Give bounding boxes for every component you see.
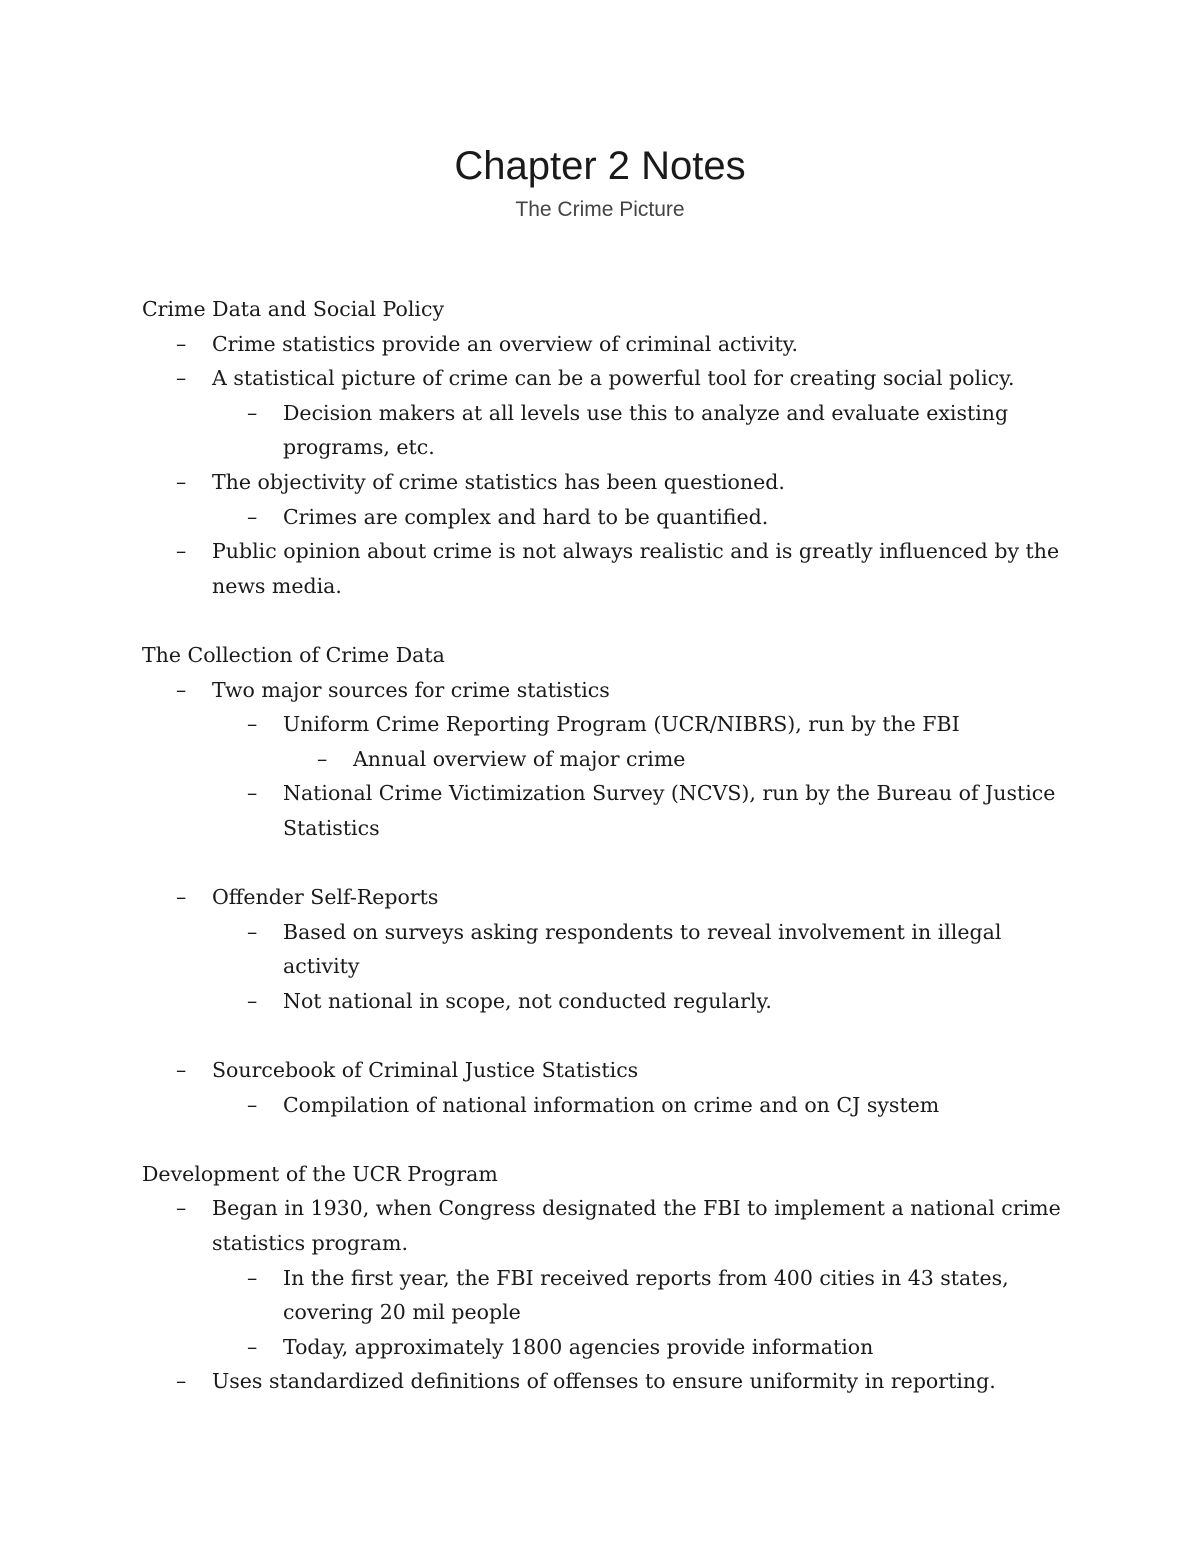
list-item — [142, 1053, 1082, 1088]
bullet-dash: – — [176, 885, 187, 910]
list-item — [142, 327, 1082, 362]
bullet-dash: – — [247, 1265, 258, 1290]
list-item — [142, 742, 1082, 777]
bullet-dash: – — [247, 1092, 258, 1117]
bullet-dash: – — [176, 331, 187, 356]
section-heading: Development of the UCR Program — [142, 1161, 498, 1186]
list-item-text: National Crime Victimization Survey (NCVS), run by the Bureau of Justice Statistics — [283, 781, 1056, 840]
list-item-text: Began in 1930, when Congress designated the FBI to implement a national crime statistics program. — [212, 1196, 1061, 1256]
bullet-dash: – — [176, 1196, 187, 1221]
document-body — [142, 292, 1082, 1399]
bullet-dash: – — [317, 746, 328, 771]
list-item — [142, 361, 1082, 396]
list-item — [142, 534, 1082, 603]
list-item — [142, 396, 1082, 465]
list-item-text: Two major sources for crime statistics — [212, 677, 610, 702]
list-item — [142, 1088, 1082, 1123]
list-item — [142, 673, 1082, 708]
list-item-text: Annual overview of major crime — [353, 746, 686, 771]
list-item-text: Crime statistics provide an overview of criminal activity. — [212, 331, 799, 356]
list-item-text: Based on surveys asking respondents to reveal involvement in illegal activity — [283, 919, 1002, 979]
list-item — [142, 984, 1082, 1019]
list-item-text: Offender Self-Reports — [212, 885, 439, 910]
list-item-text: Not national in scope, not conducted regularly. — [283, 988, 772, 1013]
spacer — [142, 1018, 1082, 1053]
spacer — [142, 1122, 1082, 1157]
list-item-text: Uses standardized definitions of offenses to ensure uniformity in reporting. — [212, 1369, 996, 1394]
spacer — [142, 603, 1082, 638]
bullet-dash: – — [247, 919, 258, 944]
list-item — [142, 1191, 1082, 1260]
list-item — [142, 776, 1082, 845]
bullet-dash: – — [247, 988, 258, 1013]
document-title: Chapter 2 Notes — [454, 144, 746, 188]
bullet-dash: – — [176, 469, 187, 494]
spacer — [142, 846, 1082, 881]
list-item-text: A statistical picture of crime can be a powerful tool for creating social policy. — [212, 366, 1015, 391]
list-item — [142, 465, 1082, 500]
list-item-text: The objectivity of crime statistics has been questioned. — [212, 469, 785, 494]
bullet-dash: – — [247, 781, 258, 806]
bullet-dash: – — [176, 1369, 187, 1394]
list-item-text: Uniform Crime Reporting Program (UCR/NIBRS), run by the FBI — [283, 712, 960, 737]
section-crime-data-social-policy — [142, 292, 1082, 603]
list-item-text: Compilation of national information on crime and on CJ system — [283, 1092, 940, 1117]
bullet-dash: – — [176, 366, 187, 391]
bullet-dash: – — [247, 712, 258, 737]
bullet-dash: – — [247, 1334, 258, 1359]
bullet-dash: – — [176, 539, 187, 564]
bullet-dash: – — [176, 1058, 187, 1083]
list-item — [142, 1330, 1082, 1365]
list-item-text: Decision makers at all levels use this to analyze and evaluate existing programs, etc. — [283, 400, 1009, 460]
section-collection-of-crime-data — [142, 638, 1082, 1122]
list-item — [142, 500, 1082, 535]
section-development-of-ucr — [142, 1157, 1082, 1399]
list-item — [142, 1261, 1082, 1330]
list-item-text: Today, approximately 1800 agencies provide information — [283, 1334, 874, 1359]
list-item — [142, 880, 1082, 915]
list-item-text: Sourcebook of Criminal Justice Statistics — [212, 1058, 639, 1083]
list-item-text: In the first year, the FBI received reports from 400 cities in 43 states, covering 20 mil people — [283, 1265, 1009, 1325]
list-item-text: Crimes are complex and hard to be quantified. — [283, 504, 769, 529]
section-heading: Crime Data and Social Policy — [142, 297, 445, 321]
section-heading: The Collection of Crime Data — [142, 642, 445, 667]
list-item — [142, 707, 1082, 742]
bullet-dash: – — [247, 400, 258, 425]
bullet-dash: – — [176, 677, 187, 702]
list-item — [142, 915, 1082, 984]
list-item-text: Public opinion about crime is not always realistic and is greatly influenced by the news media. — [212, 539, 1060, 598]
bullet-dash: – — [247, 504, 258, 529]
document-subtitle: The Crime Picture — [515, 198, 685, 221]
list-item — [142, 1364, 1082, 1399]
